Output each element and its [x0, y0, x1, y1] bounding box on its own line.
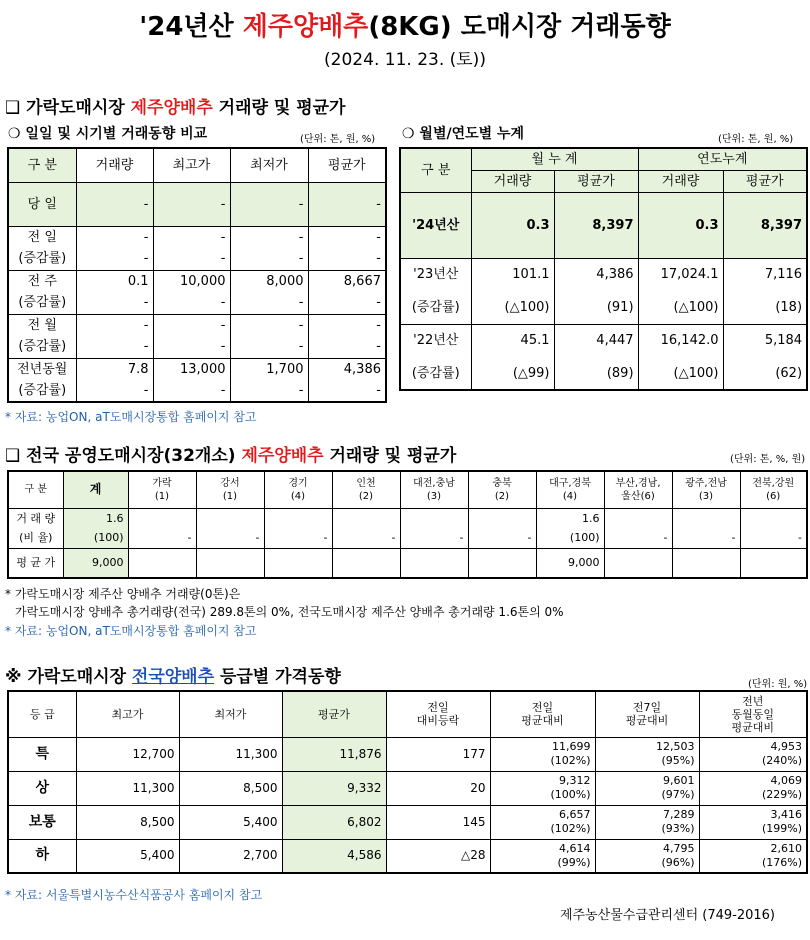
note2-line1: * 가락도매시장 제주산 양배추 거래량(0톤)은 — [5, 587, 241, 601]
value: 4,795 — [663, 841, 695, 855]
source-note-1: * 자료: 농업ON, aT도매시장통합 홈페이지 참고 — [5, 410, 257, 424]
table-cell — [595, 805, 699, 839]
table-cell: 8,500 — [76, 805, 179, 839]
table-cell — [490, 737, 595, 771]
sub1b-title: ❍ 월별/연도별 누계 — [402, 126, 525, 142]
header-cell: 등 급 — [8, 691, 76, 737]
grade-label: 보통 — [8, 805, 76, 839]
sub1a-title: ❍ 일일 및 시기별 거래동향 비교 — [8, 126, 208, 142]
table-cell — [699, 805, 807, 839]
table-cell — [468, 508, 536, 528]
table-cell: - — [76, 248, 153, 270]
table-cell — [196, 548, 264, 578]
table-cell: (62) — [723, 357, 807, 390]
table-cell: - — [128, 528, 196, 548]
table-cell — [740, 508, 807, 528]
value: 4,953 — [770, 740, 802, 753]
header-cell: 전7일 평균대비 — [595, 691, 699, 737]
row-label: (증감률) — [8, 336, 76, 358]
table-cell — [332, 508, 400, 528]
row-label: 전 월 — [8, 314, 76, 336]
section3-post: 등급별 가격동향 — [214, 667, 341, 687]
header-cell: 평균가 — [282, 691, 386, 737]
table-cell: - — [308, 380, 386, 402]
table-row — [8, 737, 807, 771]
table-cell: △28 — [386, 839, 490, 873]
table-cell: (△100) — [638, 291, 723, 324]
percent: (229%) — [761, 788, 802, 801]
row-label: 전 일 — [8, 226, 76, 248]
table-cell: - — [153, 226, 230, 248]
row-label: (증감률) — [8, 380, 76, 402]
table-cell: 7.8 — [76, 358, 153, 380]
row-label: 전 주 — [8, 270, 76, 292]
table-cell: - — [332, 528, 400, 548]
table-cell: 145 — [386, 805, 490, 839]
header-cell: 대구,경북 (4) — [536, 471, 604, 508]
table-cell: - — [230, 314, 308, 336]
daily-trend-table — [7, 147, 387, 403]
subheader: 거래량 — [471, 170, 554, 192]
table-cell: - — [672, 528, 740, 548]
grade-label: 하 — [8, 839, 76, 873]
percent: (199%) — [761, 822, 802, 835]
table-cell: - — [76, 314, 153, 336]
value: 12,503 — [656, 740, 695, 753]
table-cell: - — [308, 314, 386, 336]
value: 2,610 — [770, 841, 802, 855]
table-cell — [196, 508, 264, 528]
table-cell: (18) — [723, 291, 807, 324]
table-cell: 4,586 — [282, 839, 386, 873]
section3-heading — [5, 662, 341, 687]
note2-line2: 가락도매시장 양배추 총거래량(전국) 289.8톤의 0%, 전국도매시장 제주산 양배추 총거래량 1.6톤의 0% — [15, 605, 564, 619]
table-cell: - — [230, 336, 308, 358]
section2-unit: (단위: 톤, %, 원) — [730, 454, 806, 465]
table-cell: 5,184 — [723, 324, 807, 357]
row-label: '22년산 — [400, 324, 471, 357]
table-cell: 1.6 — [536, 508, 604, 528]
table-cell: 177 — [386, 737, 490, 771]
table-cell: 4,447 — [554, 324, 638, 357]
header-cell: 인천 (2) — [332, 471, 400, 508]
table-cell: - — [153, 314, 230, 336]
header-volume: 거래량 — [76, 148, 153, 182]
table-cell — [400, 508, 468, 528]
value: 4,614 — [559, 841, 591, 855]
header-min: 최저가 — [230, 148, 308, 182]
table-cell: (100) — [536, 528, 604, 548]
header-cell: 전일 평균대비 — [490, 691, 595, 737]
percent: (100%) — [550, 788, 591, 801]
table-cell — [672, 508, 740, 528]
table-cell: 45.1 — [471, 324, 554, 357]
table-cell: 2,700 — [179, 839, 282, 873]
table-cell: 1.6 — [63, 508, 128, 528]
table-cell: - — [230, 380, 308, 402]
table-cell — [468, 548, 536, 578]
row-label: (증감률) — [8, 248, 76, 270]
percent: (102%) — [550, 822, 591, 835]
table-cell — [672, 548, 740, 578]
table-cell — [490, 771, 595, 805]
table-cell: 12,700 — [76, 737, 179, 771]
table-cell: 17,024.1 — [638, 258, 723, 291]
percent: (93%) — [661, 822, 695, 835]
table-cell — [595, 839, 699, 873]
subheader: 평균가 — [723, 170, 807, 192]
table-cell: - — [230, 226, 308, 248]
table-row — [8, 771, 807, 805]
row-label: '24년산 — [400, 192, 471, 258]
table-cell: (△100) — [638, 357, 723, 390]
table-cell: 7,116 — [723, 258, 807, 291]
table-cell: - — [308, 336, 386, 358]
value: 3,416 — [770, 808, 802, 821]
row-label-volume: 거 래 량 — [8, 508, 63, 528]
table-cell — [699, 839, 807, 873]
table-cell: - — [308, 226, 386, 248]
page-title — [0, 6, 810, 43]
subheader: 거래량 — [638, 170, 723, 192]
header-cell: 최고가 — [76, 691, 179, 737]
table-cell: 16,142.0 — [638, 324, 723, 357]
table-cell: 8,667 — [308, 270, 386, 292]
table-cell: - — [308, 292, 386, 314]
table-cell: 8,500 — [179, 771, 282, 805]
header-gubun: 구 분 — [8, 148, 76, 182]
table-row — [8, 839, 807, 873]
table-cell — [264, 548, 332, 578]
row-label: '23년산 — [400, 258, 471, 291]
percent: (97%) — [661, 788, 695, 801]
table-cell: 4,386 — [554, 258, 638, 291]
section2-heading — [5, 441, 456, 466]
table-cell: 9,332 — [282, 771, 386, 805]
table-cell: - — [76, 336, 153, 358]
table-cell: 11,300 — [179, 737, 282, 771]
header-cell: 전일 대비등락 — [386, 691, 490, 737]
header-cell: 계 — [63, 471, 128, 508]
table-row — [8, 805, 807, 839]
table-cell: 8,397 — [554, 192, 638, 258]
table-cell — [128, 508, 196, 528]
table-cell: 5,400 — [179, 805, 282, 839]
table-cell: 10,000 — [153, 270, 230, 292]
header-cell: 대전,충남 (3) — [400, 471, 468, 508]
header-cell: 경기 (4) — [264, 471, 332, 508]
table-cell: 13,000 — [153, 358, 230, 380]
title-prefix: '24년산 — [139, 12, 243, 42]
table-cell: - — [76, 182, 153, 226]
table-cell: (△100) — [471, 291, 554, 324]
cumulative-table — [399, 147, 808, 391]
table-cell: 11,300 — [76, 771, 179, 805]
source-note-2: * 자료: 농업ON, aT도매시장통합 홈페이지 참고 — [5, 624, 257, 638]
value: 6,657 — [559, 808, 591, 821]
sub1b-unit: (단위: 톤, 원, %) — [718, 134, 794, 145]
table-cell: - — [308, 248, 386, 270]
table-cell: 0.1 — [76, 270, 153, 292]
header-max: 최고가 — [153, 148, 230, 182]
report-date: (2024. 11. 23. (토)) — [324, 50, 486, 70]
sub1a-unit: (단위: 톤, 원, %) — [300, 134, 376, 145]
table-cell — [264, 508, 332, 528]
header-cell: 광주,전남 (3) — [672, 471, 740, 508]
header-gubun: 구 분 — [400, 148, 471, 192]
value: 9,312 — [559, 774, 591, 787]
table-cell — [595, 737, 699, 771]
table-cell: - — [264, 528, 332, 548]
table-cell — [595, 771, 699, 805]
section2-post: 거래량 및 평균가 — [323, 446, 457, 466]
section3-bullet: ※ — [5, 667, 22, 687]
row-label: (증감률) — [400, 357, 471, 390]
table-cell: 11,876 — [282, 737, 386, 771]
table-cell: 5,400 — [76, 839, 179, 873]
table-cell: (91) — [554, 291, 638, 324]
header-cell: 전년 동월동일 평균대비 — [699, 691, 807, 737]
table-cell — [699, 737, 807, 771]
table-cell: - — [76, 226, 153, 248]
table-cell: 0.3 — [638, 192, 723, 258]
header-year-total: 연도누계 — [638, 148, 807, 170]
grade-label: 상 — [8, 771, 76, 805]
table-cell — [332, 548, 400, 578]
row-label: 전년동월 — [8, 358, 76, 380]
row-label: (증감률) — [400, 291, 471, 324]
table-cell: (89) — [554, 357, 638, 390]
title-suffix: (8KG) 도매시장 거래동향 — [368, 12, 671, 42]
table-cell: - — [308, 182, 386, 226]
table-cell: 8,000 — [230, 270, 308, 292]
table-cell — [490, 839, 595, 873]
section1-heading — [5, 93, 345, 118]
header-month-total: 월 누 계 — [471, 148, 638, 170]
table-cell: - — [153, 292, 230, 314]
title-highlight: 제주양배추 — [242, 12, 369, 42]
row-label-avg: 평 균 가 — [8, 548, 63, 578]
table-cell: 4,386 — [308, 358, 386, 380]
header-cell: 가락 (1) — [128, 471, 196, 508]
percent: (102%) — [550, 754, 591, 767]
table-cell: 6,802 — [282, 805, 386, 839]
table-cell: 8,397 — [723, 192, 807, 258]
table-cell: 101.1 — [471, 258, 554, 291]
grade-price-table — [7, 690, 808, 874]
header-avg: 평균가 — [308, 148, 386, 182]
section1-pre: 가락도매시장 — [26, 98, 131, 118]
row-label: (증감률) — [8, 292, 76, 314]
subheader: 평균가 — [554, 170, 638, 192]
section2-pre: 전국 공영도매시장(32개소) — [26, 446, 242, 466]
table-cell: - — [153, 336, 230, 358]
table-cell: - — [468, 528, 536, 548]
percent: (240%) — [761, 754, 802, 767]
table-cell — [699, 771, 807, 805]
table-cell: (△99) — [471, 357, 554, 390]
value: 9,601 — [663, 774, 695, 787]
percent: (99%) — [557, 855, 591, 869]
value: 11,699 — [552, 740, 591, 753]
table-cell: - — [230, 248, 308, 270]
table-cell: - — [153, 248, 230, 270]
table-cell: - — [196, 528, 264, 548]
table-cell — [604, 548, 672, 578]
table-cell: - — [400, 528, 468, 548]
table-cell: 9,000 — [63, 548, 128, 578]
header-cell: 최저가 — [179, 691, 282, 737]
value: 7,289 — [663, 808, 695, 821]
value: 4,069 — [770, 774, 802, 787]
header-cell: 강서 (1) — [196, 471, 264, 508]
section1-highlight: 제주양배추 — [130, 98, 213, 118]
percent: (176%) — [761, 855, 802, 869]
percent: (95%) — [661, 754, 695, 767]
table-cell: - — [76, 292, 153, 314]
table-cell: - — [604, 528, 672, 548]
section1-bullet: ❑ — [5, 98, 21, 118]
row-label-ratio: (비 율) — [8, 528, 63, 548]
table-cell: 20 — [386, 771, 490, 805]
section3-highlight: 전국양배추 — [131, 667, 215, 687]
header-cell: 부산,경남, 울산(6) — [604, 471, 672, 508]
table-cell: 9,000 — [536, 548, 604, 578]
table-cell: (100) — [63, 528, 128, 548]
section2-highlight: 제주양배추 — [241, 446, 324, 466]
table-cell: - — [153, 182, 230, 226]
footer-org: 제주농산물수급관리센터 (749-2016) — [560, 908, 776, 923]
section3-pre: 가락도매시장 — [27, 667, 132, 687]
header-cell: 구 분 — [8, 471, 63, 508]
section3-unit: (단위: 원, %) — [748, 679, 808, 690]
grade-label: 특 — [8, 737, 76, 771]
national-market-table — [7, 470, 808, 579]
percent: (96%) — [661, 855, 695, 869]
table-cell: - — [740, 528, 807, 548]
table-cell: 1,700 — [230, 358, 308, 380]
row-label: 당 일 — [8, 182, 76, 226]
table-cell — [740, 548, 807, 578]
section1-post: 거래량 및 평균가 — [212, 98, 346, 118]
header-cell: 충북 (2) — [468, 471, 536, 508]
table-cell: - — [230, 292, 308, 314]
header-cell: 전북,강원 (6) — [740, 471, 807, 508]
table-cell: - — [230, 182, 308, 226]
table-cell: - — [76, 380, 153, 402]
table-cell — [400, 548, 468, 578]
table-cell: 0.3 — [471, 192, 554, 258]
table-cell — [128, 548, 196, 578]
source-note-3: * 자료: 서울특별시농수산식품공사 홈페이지 참고 — [5, 888, 263, 902]
section2-bullet: ❑ — [5, 446, 21, 466]
table-cell: - — [153, 380, 230, 402]
table-cell — [490, 805, 595, 839]
table-cell — [604, 508, 672, 528]
